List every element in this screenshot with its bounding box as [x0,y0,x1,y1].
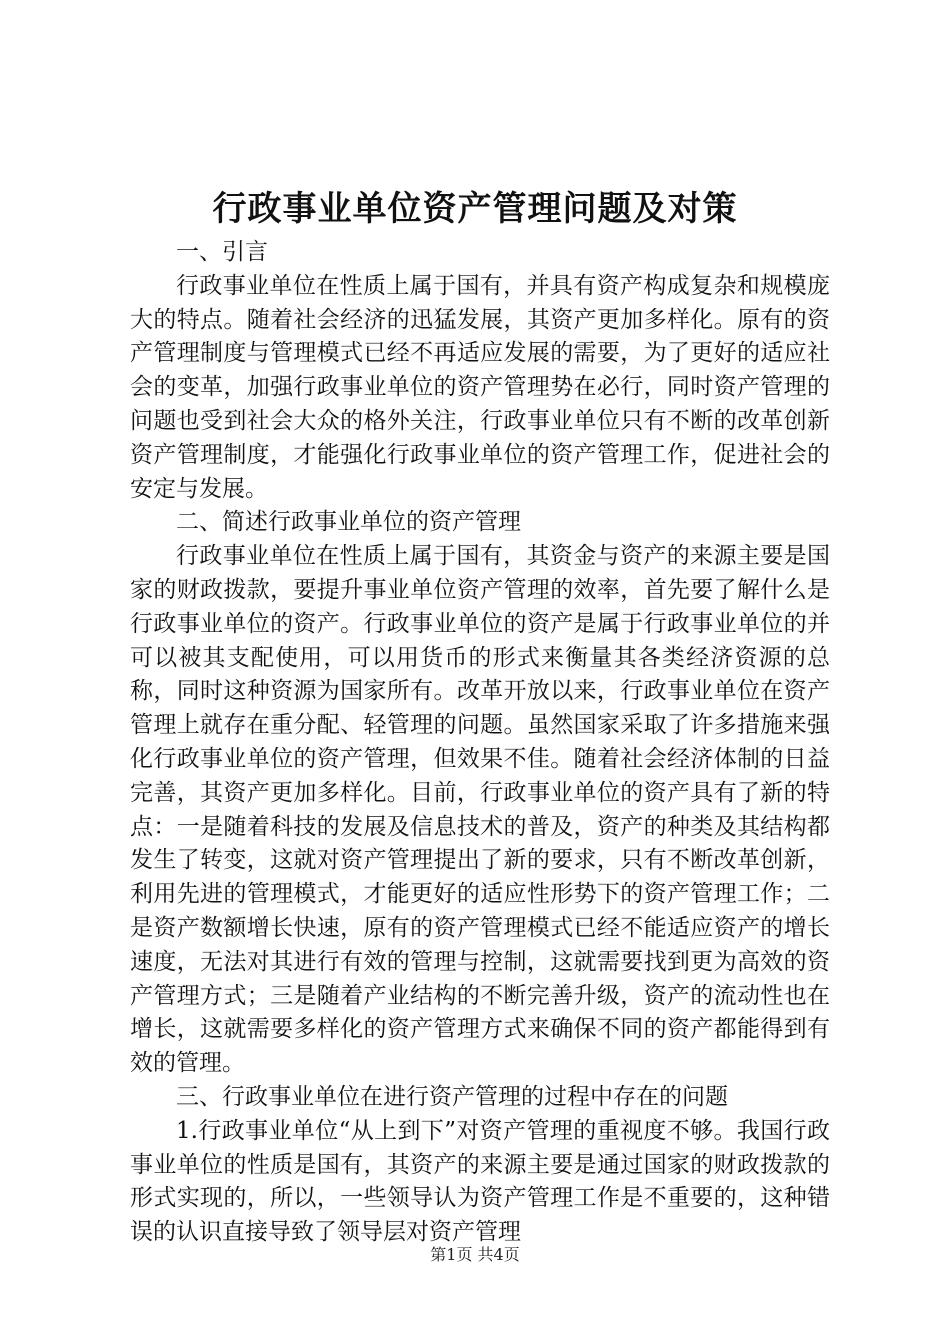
body-paragraph: 行政事业单位在性质上属于国有，其资金与资产的来源主要是国家的财政拨款，要提升事业单位资产管理的效率，首先要了解什么是行政事业单位的资产。行政事业单位的资产是属于行政事业单位的并可以被其支配使用，可以用货币的形式来衡量其各类经济资源的总称，同时这种资源为国家所有。改革开放以来，行政事业单位在资产管理上就存在重分配、轻管理的问题。虽然国家采取了许多措施来强化行政事业单位的资产管理，但效果不佳。随着社会经济体制的日益完善，其资产更加多样化。目前，行政事业单位的资产具有了新的特点：一是随着科技的发展及信息技术的普及，资产的种类及其结构都发生了转变，这就对资产管理提出了新的要求，只有不断改革创新，利用先进的管理模式，才能更好的适应性形势下的资产管理工作；二是资产数额增长快速，原有的资产管理模式已经不能适应资产的增长速度，无法对其进行有效的管理与控制，这就需要找到更为高效的资产管理方式；三是随着产业结构的不断完善升级，资产的流动性也在增长，这就需要多样化的资产管理方式来确保不同的资产都能得到有效的管理。 [130,543,830,1077]
page-number-footer: 第1页 共4页 [430,1245,520,1264]
document-body [130,236,830,1250]
body-paragraph: 1.行政事业单位“从上到下”对资产管理的重视度不够。我国行政事业单位的性质是国有，其资产的来源主要是通过国家的财政拨款的形式实现的，所以，一些领导认为资产管理工作是不重要的，这种错误的认识直接导致了领导层对资产管理 [130,1117,830,1246]
section-heading-overview: 二、简述行政事业单位的资产管理 [176,509,521,536]
document-title: 行政事业单位资产管理问题及对策 [212,189,738,229]
section-heading-introduction: 一、引言 [176,239,268,265]
body-paragraph: 行政事业单位在性质上属于国有，并具有资产构成复杂和规模庞大的特点。随着社会经济的迅猛发展，其资产更加多样化。原有的资产管理制度与管理模式已经不再适应发展的需要，为了更好的适应社会的变革，加强行政事业单位的资产管理势在必行，同时资产管理的问题也受到社会大众的格外关注，行政事业单位只有不断的改革创新资产管理制度，才能强化行政事业单位的资产管理工作，促进社会的安定与发展。 [130,272,830,502]
section-heading-problems: 三、行政事业单位在进行资产管理的过程中存在的问题 [176,1083,728,1110]
